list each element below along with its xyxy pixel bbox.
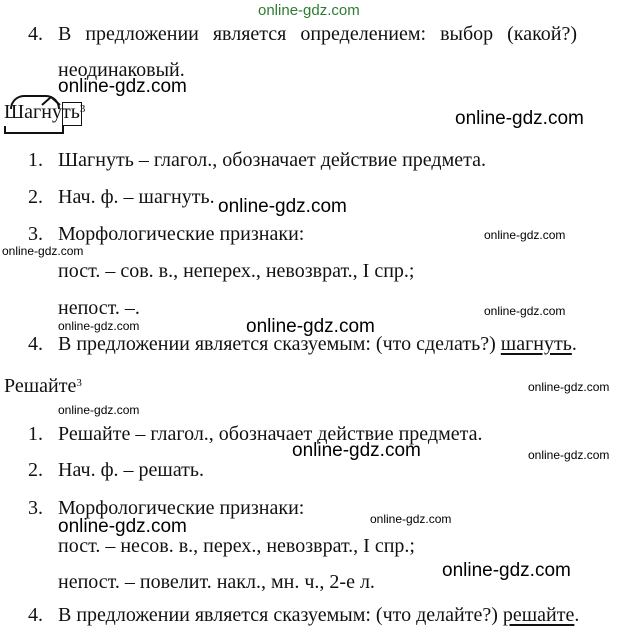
- s1-item-2-text: Нач. ф. – шагнуть.: [58, 186, 215, 208]
- stem-bracket-mark: [4, 126, 64, 134]
- s2-item-2-number: 2.: [28, 459, 43, 481]
- s1-item-4-end: .: [571, 333, 577, 355]
- watermark: online-gdz.com: [58, 516, 187, 537]
- watermark-small: online-gdz.com: [370, 512, 452, 526]
- s2-constant-features: пост. – несов. в., перех., невозврат., I спр.;: [58, 535, 415, 557]
- section1-title: [4, 100, 85, 124]
- watermark: online-gdz.com: [442, 560, 571, 581]
- s2-item-3-text: Морфологические признаки:: [58, 497, 305, 519]
- s1-item-3-text: Морфологические признаки:: [58, 223, 305, 245]
- s2-item-4-line: [58, 603, 579, 627]
- section2-title: [4, 374, 82, 398]
- watermark: online-gdz.com: [246, 316, 375, 337]
- s1-item-2-number: 2.: [28, 186, 43, 208]
- s1-item-1-text: Шагнуть – глагол., обозначает действие предмета.: [58, 149, 486, 171]
- watermark-small: online-gdz.com: [2, 244, 84, 258]
- s2-item-1-text: Решайте – глагол., обозначает действие предмета.: [58, 423, 483, 445]
- watermark: online-gdz.com: [455, 108, 584, 129]
- s1-variable-features: непост. –.: [58, 297, 140, 319]
- watermark-small: online-gdz.com: [528, 380, 610, 394]
- watermark: online-gdz.com: [218, 196, 347, 217]
- s1-item-3-number: 3.: [28, 223, 43, 245]
- watermark: online-gdz.com: [292, 440, 421, 461]
- prev-item-4-number: 4.: [28, 23, 43, 45]
- s1-item-4-word: шагнуть: [500, 333, 572, 355]
- s1-constant-features: пост. – сов. в., неперех., невозврат., I спр.;: [58, 260, 415, 282]
- section1-title-text: Шагнуть: [4, 101, 80, 123]
- s2-item-4-end: .: [574, 604, 580, 626]
- watermark: online-gdz.com: [58, 76, 187, 97]
- watermark-small: online-gdz.com: [484, 228, 566, 242]
- watermark-small: online-gdz.com: [484, 304, 566, 318]
- s1-item-4-line: [58, 332, 577, 356]
- s2-item-2-text: Нач. ф. – решать.: [58, 459, 205, 481]
- prev-item-4-line2: неодинаковый.: [58, 59, 185, 81]
- s2-variable-features: непост. – повелит. накл., мн. ч., 2-е л.: [58, 571, 375, 593]
- section2-title-text: Решайте: [4, 375, 77, 397]
- watermark-small: online-gdz.com: [58, 403, 140, 417]
- section1-title-sup: 3: [79, 103, 86, 115]
- s2-item-4-text: В предложении является сказуемым: (что делайте?): [58, 604, 503, 626]
- watermark-top: online-gdz.com: [258, 2, 360, 19]
- s2-item-4-number: 4.: [28, 604, 43, 626]
- watermark-small: online-gdz.com: [528, 448, 610, 462]
- section2-title-sup: 3: [76, 377, 82, 389]
- prev-item-4-line1: В предложении является определением: выбор (какой?): [58, 23, 578, 45]
- s2-item-4-word: решайте: [502, 604, 575, 626]
- s1-item-4-text: В предложении является сказуемым: (что сделать?): [58, 333, 501, 355]
- s2-item-1-number: 1.: [28, 423, 43, 445]
- s2-item-3-number: 3.: [28, 497, 43, 519]
- s1-item-1-number: 1.: [28, 149, 43, 171]
- watermark-small: online-gdz.com: [58, 319, 140, 333]
- s1-item-4-number: 4.: [28, 333, 43, 355]
